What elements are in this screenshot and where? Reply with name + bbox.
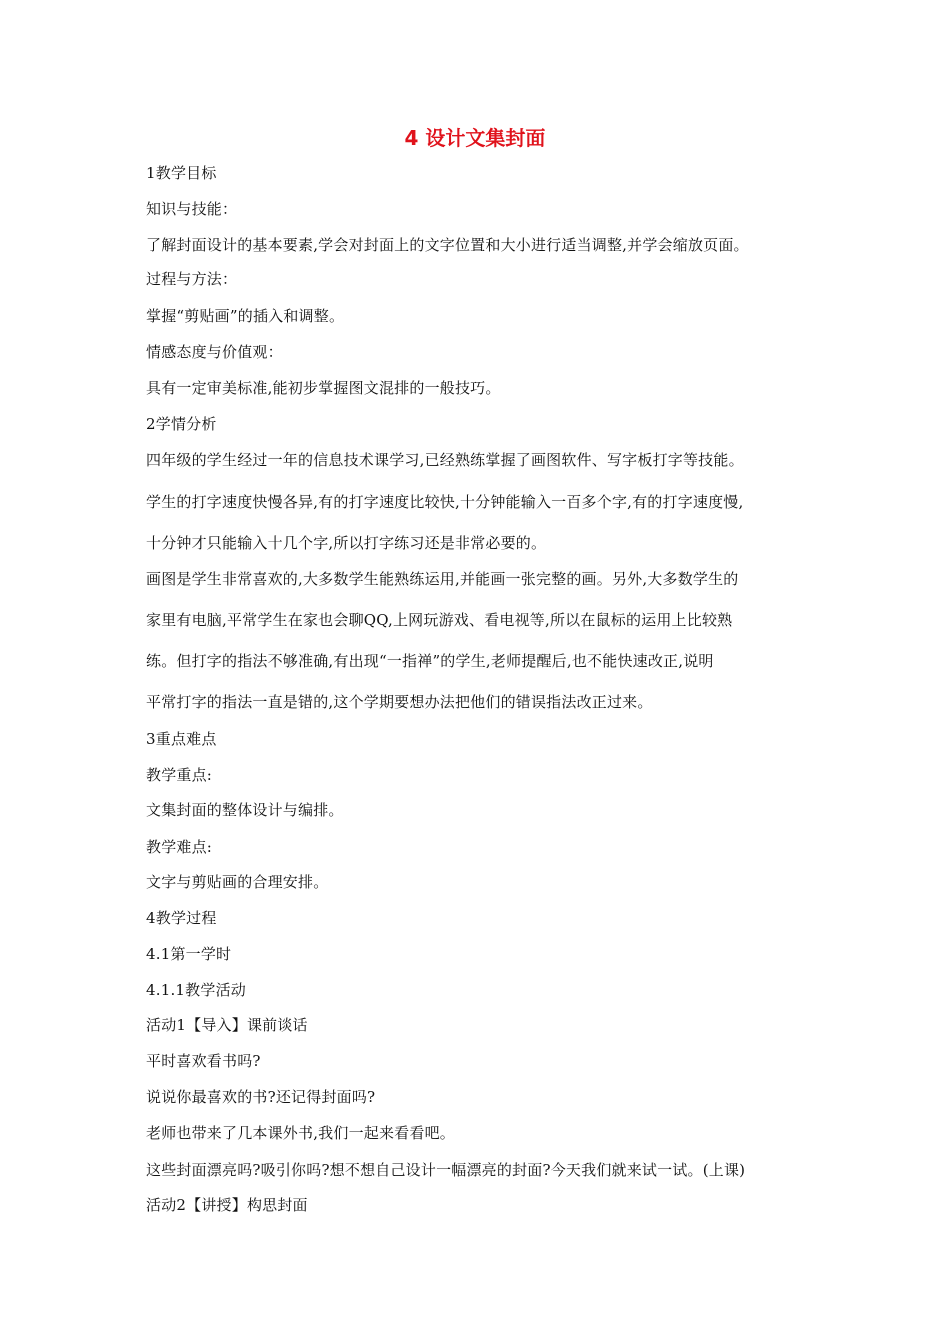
section-heading-analysis: 2学情分析 [146, 415, 217, 433]
paragraph-line: 文集封面的整体设计与编排。 [146, 801, 344, 819]
paragraph-line: 四年级的学生经过一年的信息技术课学习,已经熟练掌握了画图软件、写字板打字等技能。 [146, 451, 744, 469]
document-title: 4 设计文集封面 [404, 126, 546, 150]
paragraph-line: 教学重点: [146, 766, 213, 784]
paragraph-line: 平时喜欢看书吗? [146, 1052, 261, 1070]
section-heading-objectives: 1教学目标 [146, 164, 217, 182]
section-heading-process: 4教学过程 [146, 909, 217, 927]
paragraph-line: 知识与技能： [146, 200, 238, 218]
activity-heading: 活动2【讲授】构思封面 [146, 1196, 308, 1214]
paragraph-line: 学生的打字速度快慢各异,有的打字速度比较快,十分钟能输入一百多个字,有的打字速度慢, [146, 493, 744, 511]
paragraph-line: 掌握“剪贴画”的插入和调整。 [146, 307, 345, 325]
paragraph-line: 这些封面漂亮吗?吸引你吗?想不想自己设计一幅漂亮的封面?今天我们就来试一试。(上课) [146, 1161, 746, 1179]
paragraph-line: 平常打字的指法一直是错的,这个学期要想办法把他们的错误指法改正过来。 [146, 693, 653, 711]
paragraph-line: 练。但打字的指法不够准确,有出现“一指禅”的学生,老师提醒后,也不能快速改正,说明 [146, 652, 714, 670]
subsection-heading: 4.1.1教学活动 [146, 981, 246, 999]
subsection-heading: 4.1第一学时 [146, 945, 232, 963]
paragraph-line: 过程与方法： [146, 270, 238, 288]
paragraph-line: 十分钟才只能输入十几个字,所以打字练习还是非常必要的。 [146, 534, 547, 552]
section-heading-key-points: 3重点难点 [146, 730, 217, 748]
paragraph-line: 老师也带来了几本课外书,我们一起来看看吧。 [146, 1124, 455, 1142]
paragraph-line: 家里有电脑,平常学生在家也会聊QQ,上网玩游戏、看电视等,所以在鼠标的运用上比较熟 [146, 611, 733, 629]
paragraph-line: 情感态度与价值观： [146, 343, 283, 361]
paragraph-line: 了解封面设计的基本要素,学会对封面上的文字位置和大小进行适当调整,并学会缩放页面。 [146, 236, 749, 254]
paragraph-line: 文字与剪贴画的合理安排。 [146, 873, 329, 891]
paragraph-line: 说说你最喜欢的书?还记得封面吗? [146, 1088, 376, 1106]
paragraph-line: 教学难点: [146, 838, 213, 856]
activity-heading: 活动1【导入】课前谈话 [146, 1016, 308, 1034]
paragraph-line: 具有一定审美标准,能初步掌握图文混排的一般技巧。 [146, 379, 501, 397]
paragraph-line: 画图是学生非常喜欢的,大多数学生能熟练运用,并能画一张完整的画。另外,大多数学生的 [146, 570, 739, 588]
